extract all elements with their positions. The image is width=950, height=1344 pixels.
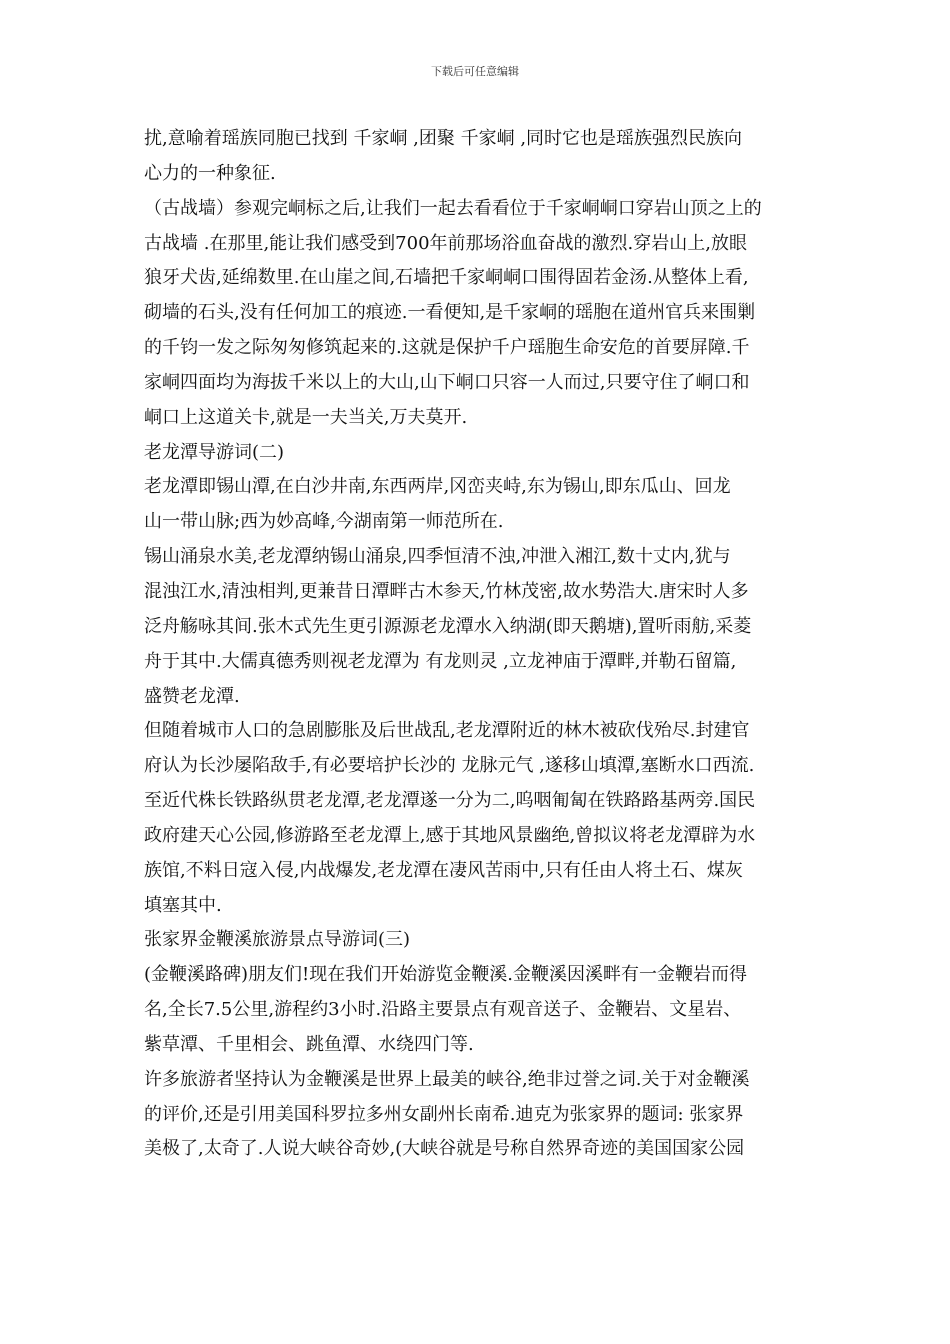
text-line: 山一带山脉;西为妙高峰,今湖南第一师范所在. [144,511,504,533]
text-line: 舟于其中.大儒真德秀则视老龙潭为 有龙则灵 ,立龙神庙于潭畔,并勒石留篇, [144,650,737,672]
page-header: 下载后可任意编辑 [431,65,519,78]
text-line: 政府建天心公园,修游路至老龙潭上,感于其地风景幽绝,曾拟议将老龙潭辟为水 [144,824,756,846]
text-line: 古战墙 .在那里,能让我们感受到700年前那场浴血奋战的激烈.穿岩山上,放眼 [144,232,747,254]
text-line: 狼牙犬齿,延绵数里.在山崖之间,石墙把千家峒峒口围得固若金汤.从整体上看, [144,267,749,289]
section-heading: 老龙潭导游词(二) [144,441,285,463]
text-line: 锡山涌泉水美,老龙潭纳锡山涌泉,四季恒清不浊,冲泄入湘江,数十丈内,犹与 [144,546,731,568]
text-line: 扰,意喻着瑶族同胞已找到 千家峒 ,团聚 千家峒 ,同时它也是瑶族强烈民族向 [144,128,743,149]
text-line: 但随着城市人口的急剧膨胀及后世战乱,老龙潭附近的林木被砍伐殆尽.封建官 [144,720,750,742]
text-line: 砌墙的石头,没有任何加工的痕迹.一看便知,是千家峒的瑶胞在道州官兵来围剿 [144,302,756,324]
text-line: (金鞭溪路碑)朋友们!现在我们开始游览金鞭溪.金鞭溪因溪畔有一金鞭岩而得 [144,964,747,986]
text-line: 的千钧一发之际匆匆修筑起来的.这就是保护千户瑶胞生命安危的首要屏障.千 [144,337,750,359]
body-text [144,122,812,1167]
text-line: 族馆,不料日寇入侵,内战爆发,老龙潭在凄风苦雨中,只有任由人将土石、煤灰 [144,859,743,881]
text-line: 峒口上这道关卡,就是一夫当关,万夫莫开. [144,406,468,428]
text-line: 混浊江水,清浊相判,更兼昔日潭畔古木参天,竹林茂密,故水势浩大.唐宋时人多 [144,580,749,602]
text-line: 家峒四面均为海拔千米以上的大山,山下峒口只容一人而过,只要守住了峒口和 [144,371,750,393]
text-line: 紫草潭、千里相会、跳鱼潭、水绕四门等. [144,1033,474,1055]
text-line: 心力的一种象征. [144,162,276,184]
section-heading: 张家界金鞭溪旅游景点导游词(三) [144,929,411,951]
text-line: （古战墙）参观完峒标之后,让我们一起去看看位于千家峒峒口穿岩山顶之上的 [144,197,762,219]
text-line: 名,全长7.5公里,游程约3小时.沿路主要景点有观音送子、金鞭岩、文星岩、 [144,999,742,1021]
text-line: 老龙潭即锡山潭,在白沙井南,东西两岸,冈峦夹峙,东为锡山,即东瓜山、回龙 [144,476,731,498]
text-line: 美极了,太奇了.人说大峡谷奇妙,(大峡谷就是号称自然界奇迹的美国国家公园 [144,1138,745,1160]
text-line: 泛舟觞咏其间.张木式先生更引源源老龙潭水入纳湖(即天鹅塘),置听雨舫,采菱 [144,615,752,637]
text-line: 许多旅游者坚持认为金鞭溪是世界上最美的峡谷,绝非过誉之词.关于对金鞭溪 [144,1068,750,1090]
text-line: 的评价,还是引用美国科罗拉多州女副州长南希.迪克为张家界的题词: 张家界 [144,1103,744,1125]
text-line: 盛赞老龙潭. [144,685,240,707]
text-line: 至近代株长铁路纵贯老龙潭,老龙潭遂一分为二,呜咽匍匐在铁路路基两旁.国民 [144,790,756,812]
text-line: 府认为长沙屡陷敌手,有必要培护长沙的 龙脉元气 ,遂移山填潭,塞断水口西流. [144,755,755,777]
text-line: 填塞其中. [144,894,222,916]
